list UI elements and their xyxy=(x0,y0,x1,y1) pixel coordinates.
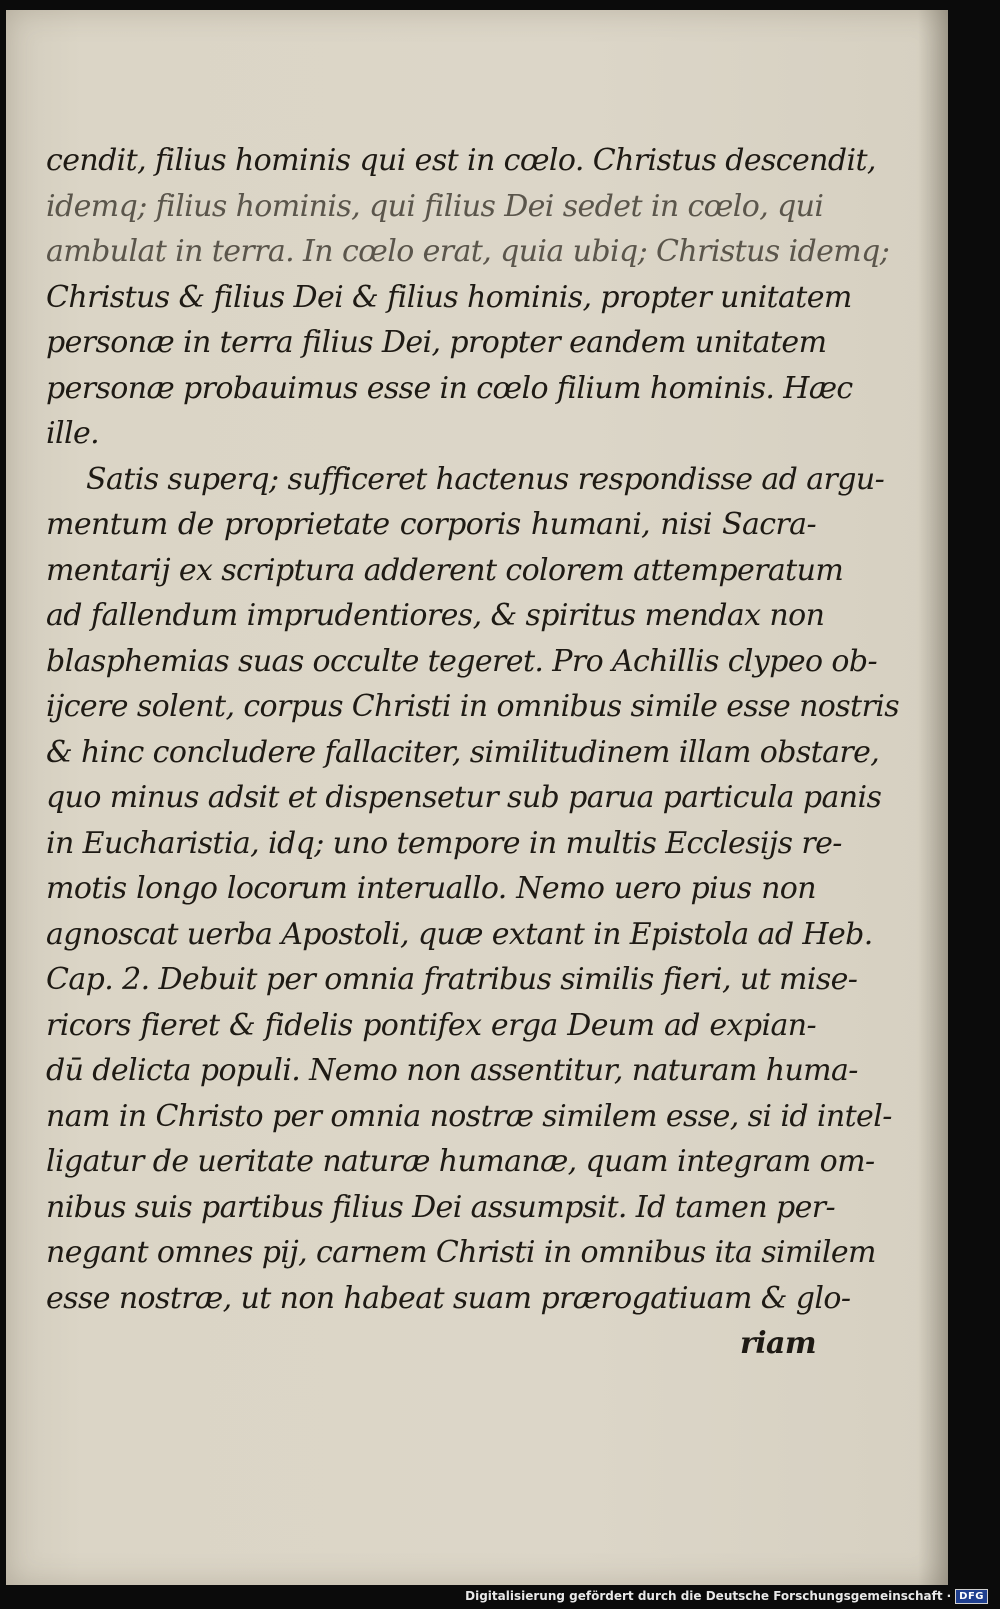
text-line: & hinc concludere fallaciter, similitudinem illam obstare, xyxy=(46,734,880,770)
text-line: quo minus adsit et dispensetur sub parua particula panis xyxy=(46,780,882,815)
text-line: ad fallendum imprudentiores, & spiritus mendax non xyxy=(46,598,825,633)
text-line: Christus & filius Dei & filius hominis, propter unitatem xyxy=(46,279,852,315)
text-line: nam in Christo per omnia nostræ similem esse, si id intel- xyxy=(46,1098,892,1134)
funding-credit: Digitalisierung gefördert durch die Deutsche Forschungsgemeinschaft xyxy=(465,1589,943,1603)
text-line: cendit, filius hominis qui est in cœlo. Christus descendit, xyxy=(46,143,876,178)
text-line: negant omnes pij, carnem Christi in omnibus ita similem xyxy=(46,1235,876,1270)
text-line: agnoscat uerba Apostoli, quæ extant in Epistola ad Heb. xyxy=(46,916,873,952)
catchword: riam xyxy=(740,1326,816,1361)
text-line: personæ in terra filius Dei, propter eandem unitatem xyxy=(46,325,827,360)
book-page xyxy=(6,10,948,1585)
text-line: ricors fieret & fidelis pontifex erga Deum ad expian- xyxy=(46,1007,816,1043)
text-line: Cap. 2. Debuit per omnia fratribus similis fieri, ut mise- xyxy=(46,962,858,997)
digitization-footer xyxy=(465,1587,988,1605)
text-line: in Eucharistia, idq; uno tempore in multis Ecclesijs re- xyxy=(46,825,842,861)
text-line: nibus suis partibus filius Dei assumpsit. Id tamen per- xyxy=(46,1189,836,1225)
text-line: ligatur de ueritate naturæ humanæ, quam integram om- xyxy=(46,1144,875,1179)
text-line: personæ probauimus esse in cœlo filium hominis. Hæc xyxy=(46,370,853,406)
text-line: motis longo locorum interuallo. Nemo uero pius non xyxy=(46,871,816,906)
text-line: ijcere solent, corpus Christi in omnibus simile esse nostris xyxy=(46,689,900,724)
text-line: mentarij ex scriptura adderent colorem attemperatum xyxy=(46,552,844,588)
text-line: ille. xyxy=(46,416,100,451)
text-line: esse nostræ, ut non habeat suam prærogatiuam & glo- xyxy=(46,1280,851,1316)
page-edge-shadow xyxy=(918,10,948,1585)
text-line: idemq; filius hominis, qui filius Dei sedet in cœlo, qui xyxy=(46,188,824,224)
text-line: mentum de proprietate corporis humani, nisi Sacra- xyxy=(46,507,816,542)
text-line: ambulat in terra. In cœlo erat, quia ubiq; Christus idemq; xyxy=(46,234,890,269)
paragraph-first-line: Satis superq; sufficeret hactenus respondisse ad argu- xyxy=(86,461,885,497)
text-line: blasphemias suas occulte tegeret. Pro Achillis clypeo ob- xyxy=(46,643,877,679)
page-text-block xyxy=(46,138,900,1367)
text-line: dū delicta populi. Nemo non assentitur, naturam huma- xyxy=(46,1053,858,1088)
separator-dot: · xyxy=(946,1589,952,1603)
dfg-logo: DFG xyxy=(955,1589,988,1604)
